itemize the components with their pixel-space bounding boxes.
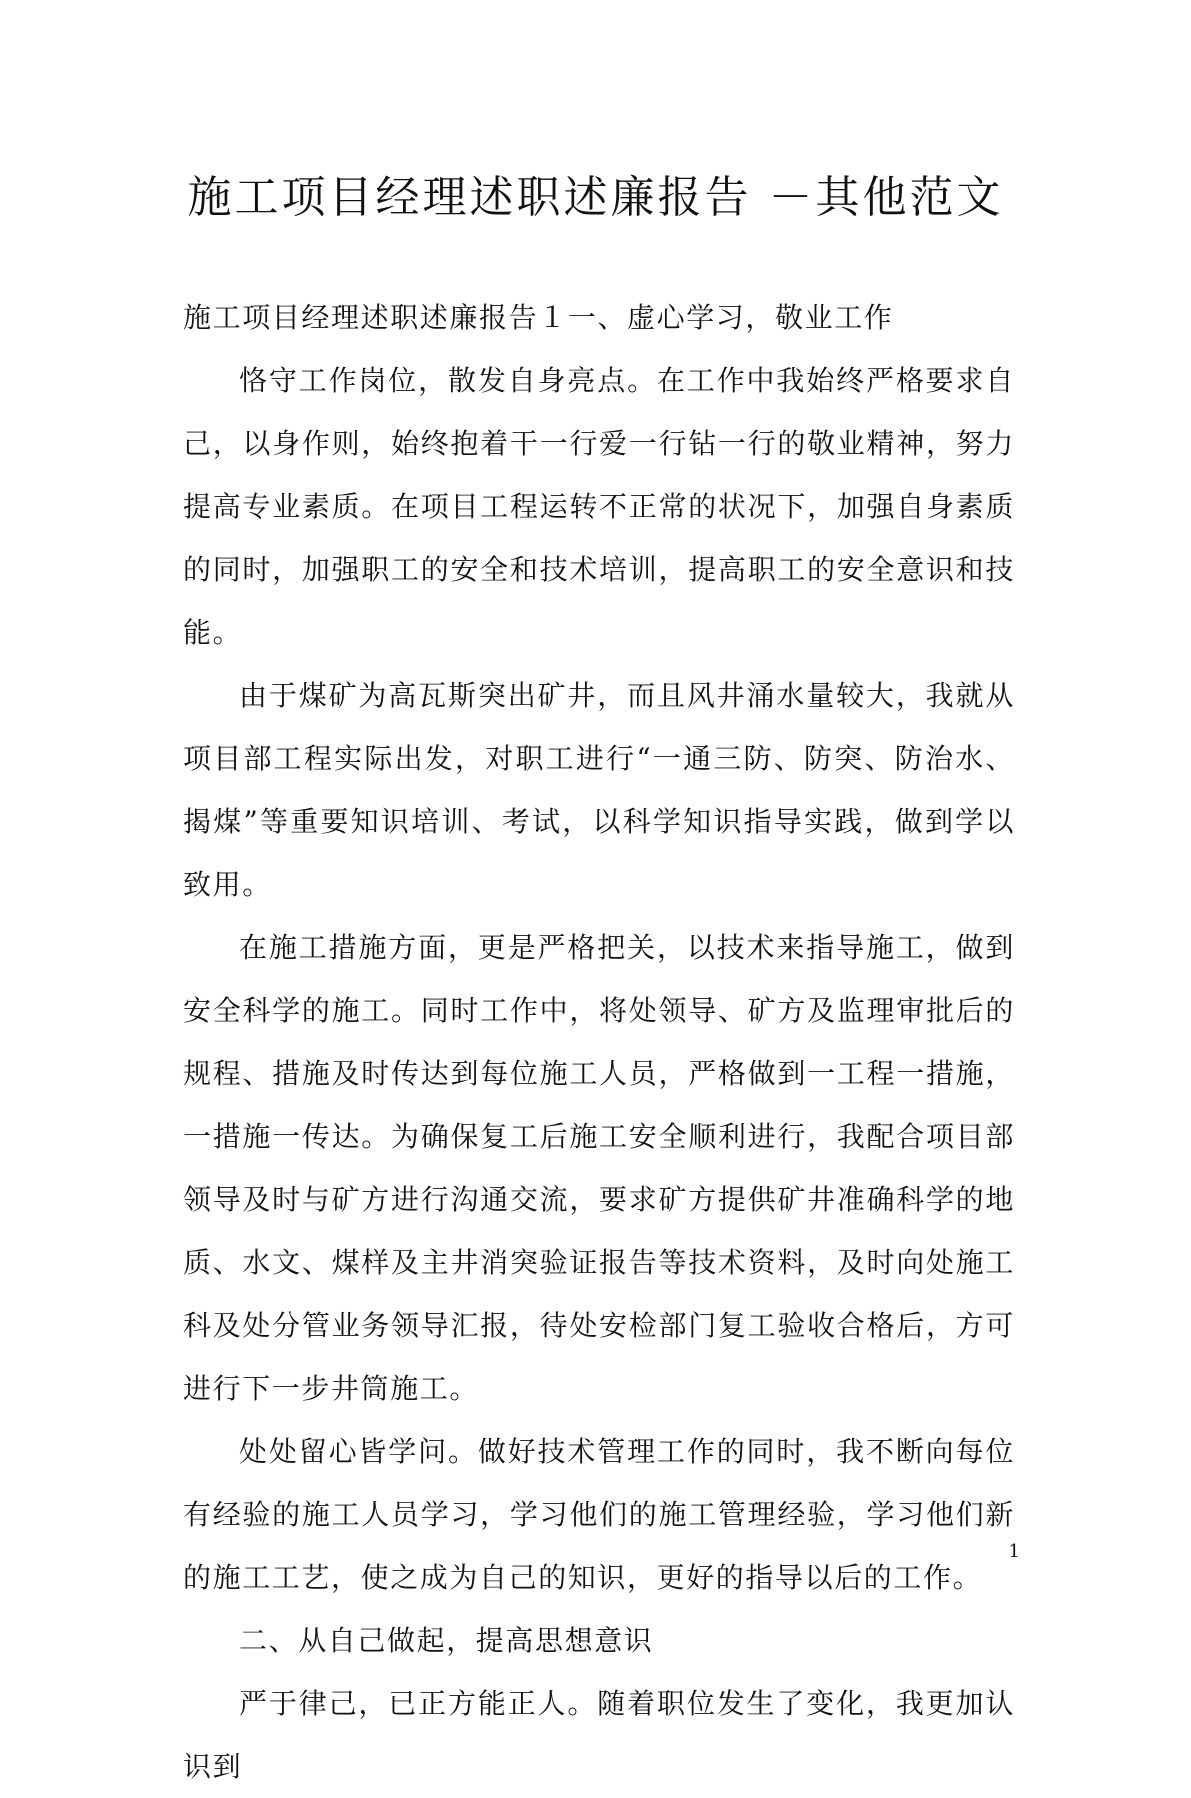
section-heading-1: 施工项目经理述职述廉报告１一、虚心学习，敬业工作	[183, 301, 894, 334]
paragraph: 由于煤矿为高瓦斯突出矿井，而且风井涌水量较大，我就从项目部工程实际出发，对职工进行“一通三防、防突、防治水、揭煤”等重要知识培训、考试，以科学知识指导实践，做到学以致用。	[183, 679, 1015, 901]
paragraph: 在施工措施方面，更是严格把关，以技术来指导施工，做到安全科学的施工。同时工作中，将处领导、矿方及监理审批后的规程、措施及时传达到每位施工人员，严格做到一工程一措施，一措施一传达。为确保复工后施工安全顺利进行，我配合项目部领导及时与矿方进行沟通交流，要求矿方提供矿井准确科学的地质、水文、煤样及主井消突验证报告等技术资料，及时向处施工科及处分管业务领导汇报，待处安检部门复工验收合格后，方可进行下一步井筒施工。	[183, 931, 1015, 1405]
document-title: 施工项目经理述职述廉报告 －其他范文	[187, 172, 1004, 223]
paragraph: 严于律己，已正方能正人。随着职位发生了变化，我更加认识到	[183, 1687, 1015, 1783]
page-number: 1	[1008, 1541, 1020, 1562]
paragraph: 处处留心皆学问。做好技术管理工作的同时，我不断向每位有经验的施工人员学习，学习他们的施工管理经验，学习他们新的施工工艺，使之成为自己的知识，更好的指导以后的工作。	[183, 1435, 1015, 1594]
section-heading-2: 二、从自己做起，提高思想意识	[239, 1624, 654, 1657]
paragraph: 恪守工作岗位，散发自身亮点。在工作中我始终严格要求自己，以身作则，始终抱着干一行爱一行钻一行的敬业精神，努力提高专业素质。在项目工程运转不正常的状况下，加强自身素质的同时，加强职工的安全和技术培训，提高职工的安全意识和技能。	[183, 364, 1015, 649]
document-body	[183, 286, 1015, 1798]
